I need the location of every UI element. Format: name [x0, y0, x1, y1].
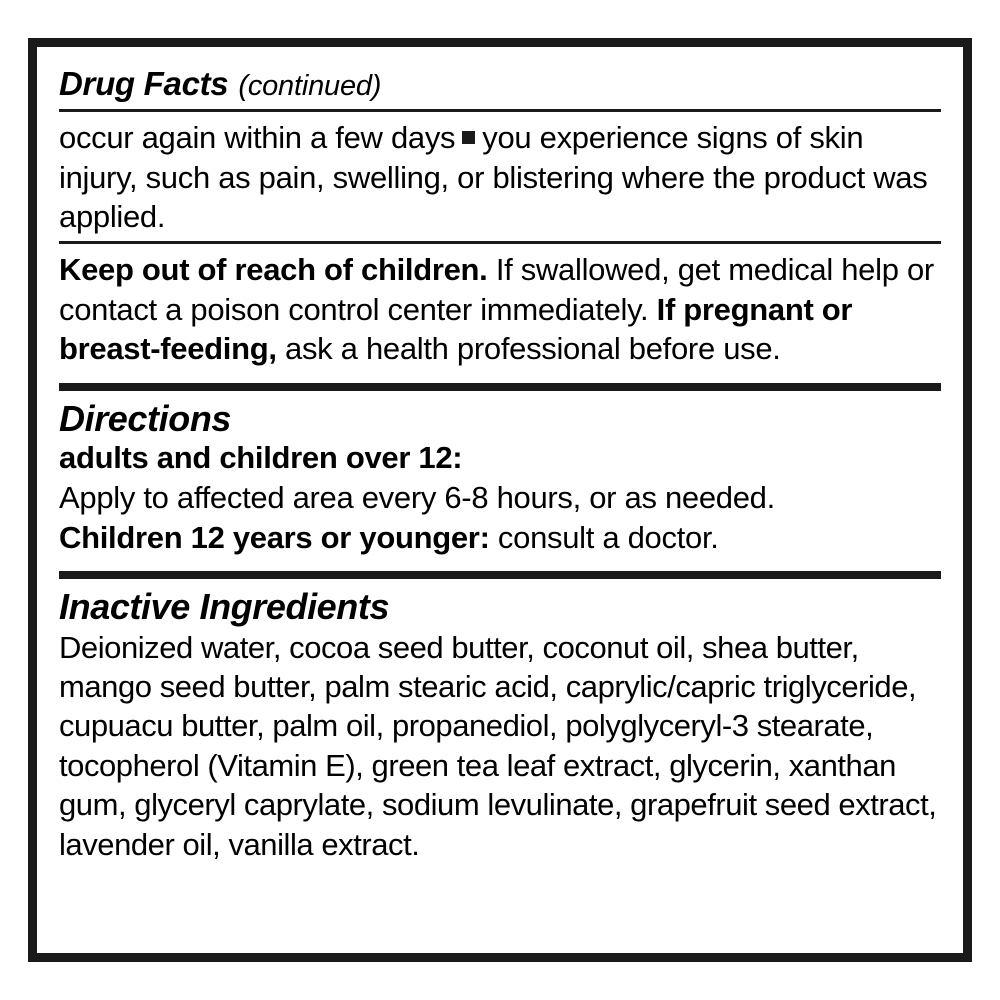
- keep-out-text-2: ask a health professional before use.: [276, 331, 781, 367]
- page-title: Drug Facts: [59, 65, 229, 102]
- keep-out-of-reach-block: [59, 250, 941, 373]
- drug-facts-title-row: [59, 63, 941, 109]
- directions-section: [59, 397, 941, 561]
- divider-above-inactive: [59, 571, 941, 579]
- directions-adults-text: Apply to affected area every 6-8 hours, or as needed.: [59, 480, 775, 516]
- directions-adults-label: adults and children over 12:: [59, 440, 463, 476]
- directions-heading: Directions: [59, 398, 232, 440]
- directions-children-label: Children 12 years or younger:: [59, 519, 490, 555]
- keep-out-lead: Keep out of reach of children.: [59, 252, 488, 288]
- directions-children-text: consult a doctor.: [489, 519, 719, 555]
- drug-facts-inner: [59, 63, 941, 943]
- inactive-ingredients-section: [59, 585, 941, 867]
- keep-out-text-1: If swallowed, get medical help or contact a poison control center immediately.: [59, 252, 934, 327]
- warning-line-a: occur again within a few days: [59, 120, 456, 155]
- square-bullet-icon: [462, 131, 475, 144]
- warning-line-b: you experience signs of skin injury, such as pain, swelling, or blistering where the product was applied.: [59, 120, 928, 235]
- drug-facts-panel: [28, 38, 972, 962]
- warnings-continued-block: [59, 118, 941, 241]
- pregnant-bold: If pregnant or breast-feeding,: [59, 291, 853, 367]
- divider-under-title: [59, 109, 941, 112]
- inactive-ingredients-heading: Inactive Ingredients: [59, 586, 390, 628]
- divider-above-keep-out: [59, 241, 941, 244]
- divider-above-directions: [59, 383, 941, 391]
- page-title-note: (continued): [238, 70, 382, 102]
- inactive-ingredients-text: Deionized water, cocoa seed butter, coconut oil, shea butter, mango seed butter, palm stearic acid, caprylic/capric triglyceride, cupuacu butter, palm oil, propanediol, polyglyceryl-3 stearate, tocopherol (Vitamin E), green tea leaf extract, glycerin, xanthan gum, glyceryl caprylate, sodium levulinate, grapefruit seed extract, lavender oil, vanilla extract.: [59, 629, 937, 862]
- directions-children-line: [59, 518, 941, 558]
